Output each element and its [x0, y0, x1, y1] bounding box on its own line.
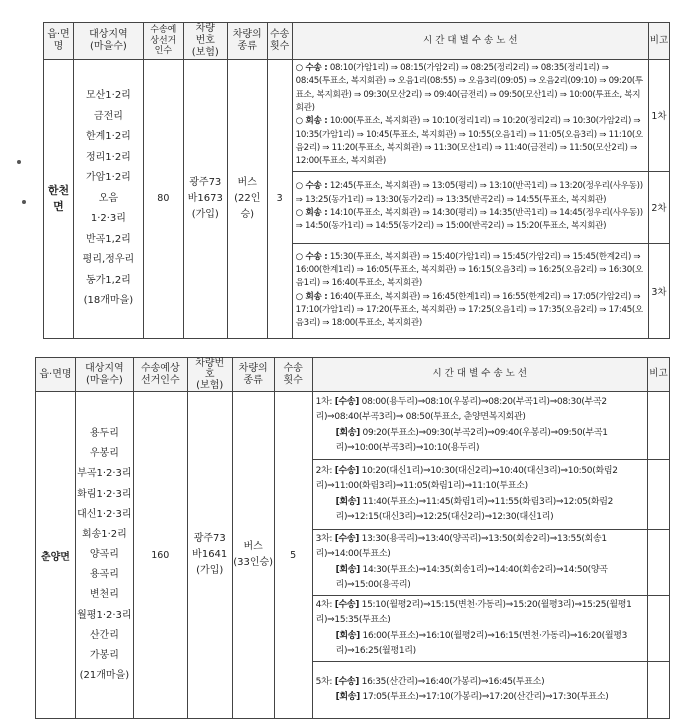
- header-eup: 읍·면명: [36, 358, 76, 392]
- note-trip-1: 1차: [648, 60, 669, 172]
- route-send: ○ 수송 : 15:30(투표소, 복지회관) ⇒ 15:40(가암1리) ⇒ 15:45(가암2리) ⇒ 15:45(한계2리) ⇒ 16:00(한계1리) ⇒ 16:05(투표소, 복지회관) ⇒ 16:15(오음3리) ⇒ 16:25(오음2리) ⇒ 16:30(오음1리) ⇒ 16:40(투표소, 복지회관): [295, 251, 643, 289]
- header-area: 대상지역 (마을수): [73, 23, 143, 60]
- note-trip-2: 2차: [648, 171, 669, 243]
- route-return: [회송] 16:00(투표소)⇒16:10(월평2리)⇒16:15(변천·가동리)⇒16:20(월평3리)⇒16:25(월평1리): [335, 630, 628, 657]
- route-trip-3: [292, 243, 648, 338]
- route-trip-5: [312, 662, 647, 719]
- header-route: 시 간 대 별 수 송 노 선: [312, 358, 647, 392]
- header-count: 수송예 상선거 인수: [143, 23, 183, 60]
- header-vehicle-type: 차량의 종류: [227, 23, 267, 60]
- route-send: 3차: [수송] 13:30(용곡리)⇒13:40(양곡리)⇒13:50(회송2리)⇒13:55(회송1리)⇒14:00(투표소): [315, 534, 607, 560]
- area-list: 용두리 우봉리 부곡1·2·3리 화림1·2·3리 대신1·2·3리 회송1·2리 양곡리 용곡리 변천리 월평1·2·3리 산간리 가봉리 (21개마을): [75, 392, 133, 719]
- route-trip-4: [312, 596, 647, 662]
- route-send: 1차: [수송] 08:00(용두리)⇒08:10(우봉리)⇒08:20(부곡1리)⇒08:30(부곡2리)⇒08:40(부곡3리)⇒ 08:50(투표소, 춘양면복지회관): [315, 396, 607, 423]
- vehicle-type: 버스 (33인승): [232, 392, 274, 719]
- header-note: 비고: [648, 23, 669, 60]
- header-vehicle-no: 차량 번호 (보험): [183, 23, 227, 60]
- header-route: 시 간 대 별 수 송 노 선: [292, 23, 648, 60]
- vehicle-type: 버스 (22인승): [227, 60, 267, 339]
- header-area: 대상지역 (마을수): [75, 358, 133, 392]
- trip-count: 3: [267, 60, 292, 339]
- note-trip-5: [647, 662, 669, 719]
- schedule-table-1: [43, 22, 670, 339]
- scan-mark: [17, 160, 21, 164]
- header-note: 비고: [647, 358, 669, 392]
- route-send: 4차: [수송] 15:10(월평2리)⇒15:15(변천·가동리)⇒15:20(월평3리)⇒15:25(월평1리)⇒15:35(투표소): [315, 600, 632, 626]
- route-return: ○ 회송 : 14:10(투표소, 복지회관) ⇒ 14:30(평리) ⇒ 14:35(반곡1리) ⇒ 14:45(정우리(사우동)) ⇒ 14:50(동가1리) ⇒ 14:55(동가2리) ⇒ 15:00(반곡2리) ⇒ 15:20(투표소, 복지회관): [295, 208, 643, 232]
- route-trip-2: [292, 171, 648, 243]
- vehicle-number: 광주73 바1641 (가입): [187, 392, 232, 719]
- route-return: ○ 회송 : 16:40(투표소, 복지회관) ⇒ 16:45(한계1리) ⇒ 16:55(한계2리) ⇒ 17:05(가암2리) ⇒ 17:10(가암1리) ⇒ 17:20(투표소, 복지회관) ⇒ 17:25(오음1리) ⇒ 17:35(오음2리) ⇒ 17:45(오음3리) ⇒ 18:00(투표소, 복지회관): [295, 291, 643, 329]
- route-return: [회송] 14:30(투표소)⇒14:35(회송1리)⇒14:40(회송2리)⇒14:50(양곡리)⇒15:00(용곡리): [335, 564, 608, 590]
- route-send: ○ 수송 : 08:10(가암1리) ⇒ 08:15(가암2리) ⇒ 08:25(정리2리) ⇒ 08:35(정리1리) ⇒ 08:45(투표소, 복지회관) ⇒ 오음1리(08:55) ⇒ 오음3리(09:05) ⇒ 오음2리(09:10) ⇒ 09:20(투표소, 복지회관) ⇒ 09:30(모산2리) ⇒ 09:40(금전리) ⇒ 09:50(모산1리) ⇒ 10:00(투표소, 복지회관): [295, 63, 643, 113]
- voter-count: 80: [143, 60, 183, 339]
- voter-count: 160: [133, 392, 187, 719]
- note-trip-3: 3차: [648, 243, 669, 338]
- route-trip-1: [312, 392, 647, 460]
- header-vehicle-type: 차량의 종류: [232, 358, 274, 392]
- note-trip-3: [647, 530, 669, 596]
- route-send: 5차: [수송] 16:35(산간리)⇒16:40(가봉리)⇒16:45(투표소): [315, 677, 545, 688]
- route-return: [회송] 17:05(투표소)⇒17:10(가봉리)⇒17:20(산간리)⇒17:30(투표소): [335, 692, 609, 703]
- route-return: ○ 회송 : 10:00(투표소, 복지회관) ⇒ 10:10(정리1리) ⇒ 10:20(정리2리) ⇒ 10:30(가암2리) ⇒ 10:35(가암1리) ⇒ 10:45(투표소, 복지회관) ⇒ 10:55(오음1리) ⇒ 11:05(오음3리) ⇒ 11:10(오음2리) ⇒ 11:20(투표소, 복지회관) ⇒ 11:30(모산1리) ⇒ 11:40(금전리) ⇒ 11:50(모산2리) ⇒ 12:00(투표소, 복지회관): [295, 116, 643, 167]
- scan-mark: [22, 200, 26, 204]
- eup-name: 한천면: [44, 60, 74, 339]
- header-count: 수송예상 선거인수: [133, 358, 187, 392]
- route-return: [회송] 11:40(투표소)⇒11:45(화림1리)⇒11:55(화림3리)⇒12:05(화림2리)⇒12:15(대신3리)⇒12:25(대신2리)⇒12:30(대신1리): [335, 496, 614, 522]
- route-trip-3: [312, 530, 647, 596]
- header-trips: 수송 횟수: [274, 358, 312, 392]
- area-list: 모산1·2리 금전리 한계1·2리 정리1·2리 가암1·2리 오음 1·2·3리 반곡1,2리 평리,정우리 동가1,2리 (18개마을): [73, 60, 143, 339]
- note-trip-4: [647, 596, 669, 662]
- route-trip-1: [292, 60, 648, 172]
- route-send: ○ 수송 : 12:45(투표소, 복지회관) ⇒ 13:05(평리) ⇒ 13:10(반곡1리) ⇒ 13:20(정우리(사우동)) ⇒ 13:25(동가1리) ⇒ 13:30(동가2리) ⇒ 13:35(반곡2리) ⇒ 14:55(투표소, 복지회관): [295, 181, 643, 205]
- trip-count: 5: [274, 392, 312, 719]
- note-trip-2: [647, 460, 669, 530]
- route-send: 2차: [수송] 10:20(대신1리)⇒10:30(대신2리)⇒10:40(대신3리)⇒10:50(화림2리)⇒11:00(화림3리)⇒11:05(화림1리)⇒11:10(투표소): [315, 465, 618, 492]
- schedule-table-2: [35, 357, 670, 719]
- header-eup: 읍·면 명: [44, 23, 74, 60]
- route-trip-2: [312, 460, 647, 530]
- header-trips: 수송 횟수: [267, 23, 292, 60]
- note-trip-1: [647, 392, 669, 460]
- route-return: [회송] 09:20(투표소)⇒09:30(부곡2리)⇒09:40(우봉리)⇒09:50(부곡1리)⇒10:00(부곡3리)⇒10:10(용두리): [335, 427, 608, 453]
- header-vehicle-no: 차량번 호 (보험): [187, 358, 232, 392]
- eup-name: 춘양면: [36, 392, 76, 719]
- vehicle-number: 광주73 바1673 (가입): [183, 60, 227, 339]
